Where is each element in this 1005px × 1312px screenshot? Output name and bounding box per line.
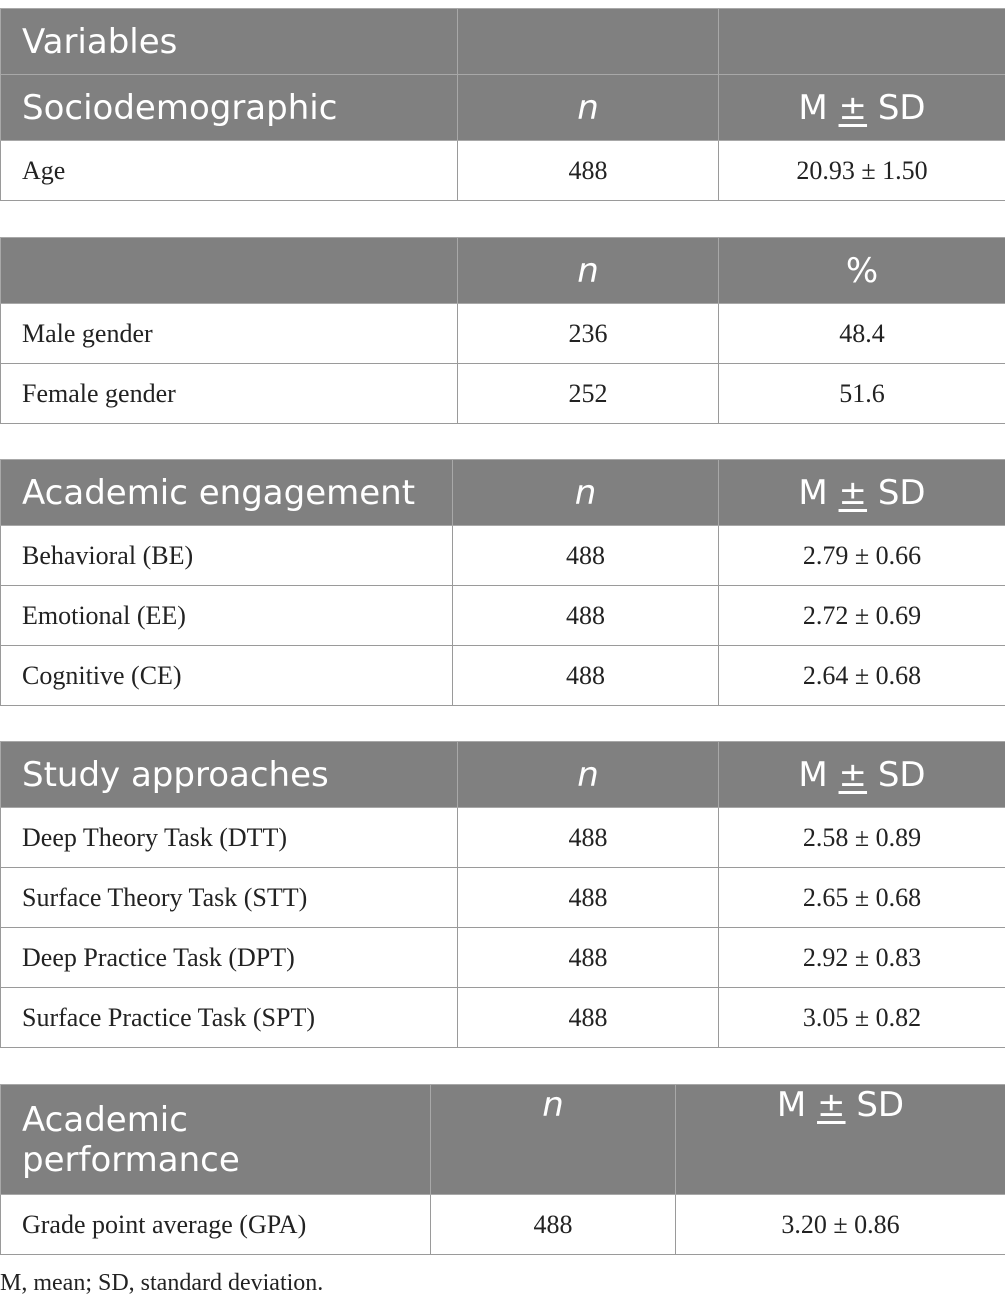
row-label: Surface Practice Task (SPT) <box>1 988 458 1048</box>
section-title: Academic engagement <box>1 460 453 526</box>
row-label: Cognitive (CE) <box>1 646 453 706</box>
variables-heading: Variables <box>1 9 458 75</box>
row-value: 2.72 ± 0.69 <box>719 586 1005 646</box>
row-n: 488 <box>453 586 719 646</box>
row-n: 488 <box>458 928 719 988</box>
column-header-mean-sd: M ± SD <box>719 742 1005 808</box>
section-title: Study approaches <box>1 742 458 808</box>
table-row <box>1 928 1005 988</box>
row-value: 2.58 ± 0.89 <box>719 808 1005 868</box>
header-row-variables <box>1 9 1005 75</box>
row-n: 488 <box>453 646 719 706</box>
section-header-row <box>1 75 1005 141</box>
table-row <box>1 364 1005 424</box>
column-header-n: n <box>458 742 719 808</box>
row-value: 2.64 ± 0.68 <box>719 646 1005 706</box>
section-header-row <box>1 238 1005 304</box>
gender-table <box>0 237 1005 424</box>
column-header-mean-sd: M ± SD <box>719 75 1005 141</box>
row-label: Male gender <box>1 304 458 364</box>
row-label: Surface Theory Task (STT) <box>1 868 458 928</box>
table-footnote: M, mean; SD, standard deviation. <box>0 1270 324 1296</box>
row-n: 488 <box>431 1195 676 1255</box>
row-n: 488 <box>458 141 719 201</box>
row-n: 488 <box>458 808 719 868</box>
row-label: Emotional (EE) <box>1 586 453 646</box>
row-label: Deep Theory Task (DTT) <box>1 808 458 868</box>
row-n: 488 <box>458 988 719 1048</box>
empty-header-cell <box>719 9 1005 75</box>
column-header-mean-sd: M ± SD <box>676 1085 1005 1195</box>
row-value: 48.4 <box>719 304 1005 364</box>
table-row <box>1 808 1005 868</box>
engagement-table <box>0 459 1005 706</box>
performance-table <box>0 1084 1005 1255</box>
row-label: Deep Practice Task (DPT) <box>1 928 458 988</box>
study-approaches-table <box>0 741 1005 1048</box>
column-header-n: n <box>458 238 719 304</box>
row-value: 2.79 ± 0.66 <box>719 526 1005 586</box>
table-row <box>1 988 1005 1048</box>
row-label: Age <box>1 141 458 201</box>
column-header-n: n <box>458 75 719 141</box>
row-value: 2.65 ± 0.68 <box>719 868 1005 928</box>
row-label: Female gender <box>1 364 458 424</box>
row-value: 3.20 ± 0.86 <box>676 1195 1005 1255</box>
empty-header-cell <box>458 9 719 75</box>
table-row <box>1 868 1005 928</box>
section-title: Academic performance <box>1 1085 431 1195</box>
section-header-row <box>1 1085 1005 1195</box>
sociodemographic-table <box>0 8 1005 201</box>
section-header-row <box>1 460 1005 526</box>
row-value: 3.05 ± 0.82 <box>719 988 1005 1048</box>
table-row <box>1 646 1005 706</box>
section-title: Sociodemographic <box>1 75 458 141</box>
section-header-row <box>1 742 1005 808</box>
table-row <box>1 586 1005 646</box>
table-row <box>1 526 1005 586</box>
row-label: Behavioral (BE) <box>1 526 453 586</box>
row-n: 488 <box>458 868 719 928</box>
row-value: 2.92 ± 0.83 <box>719 928 1005 988</box>
column-header-percent: % <box>719 238 1005 304</box>
column-header-n: n <box>453 460 719 526</box>
table-row <box>1 141 1005 201</box>
empty-header-cell <box>1 238 458 304</box>
row-n: 488 <box>453 526 719 586</box>
row-value: 20.93 ± 1.50 <box>719 141 1005 201</box>
column-header-mean-sd: M ± SD <box>719 460 1005 526</box>
row-label: Grade point average (GPA) <box>1 1195 431 1255</box>
table-row <box>1 1195 1005 1255</box>
column-header-n: n <box>431 1085 676 1195</box>
row-n: 236 <box>458 304 719 364</box>
row-n: 252 <box>458 364 719 424</box>
table-row <box>1 304 1005 364</box>
row-value: 51.6 <box>719 364 1005 424</box>
